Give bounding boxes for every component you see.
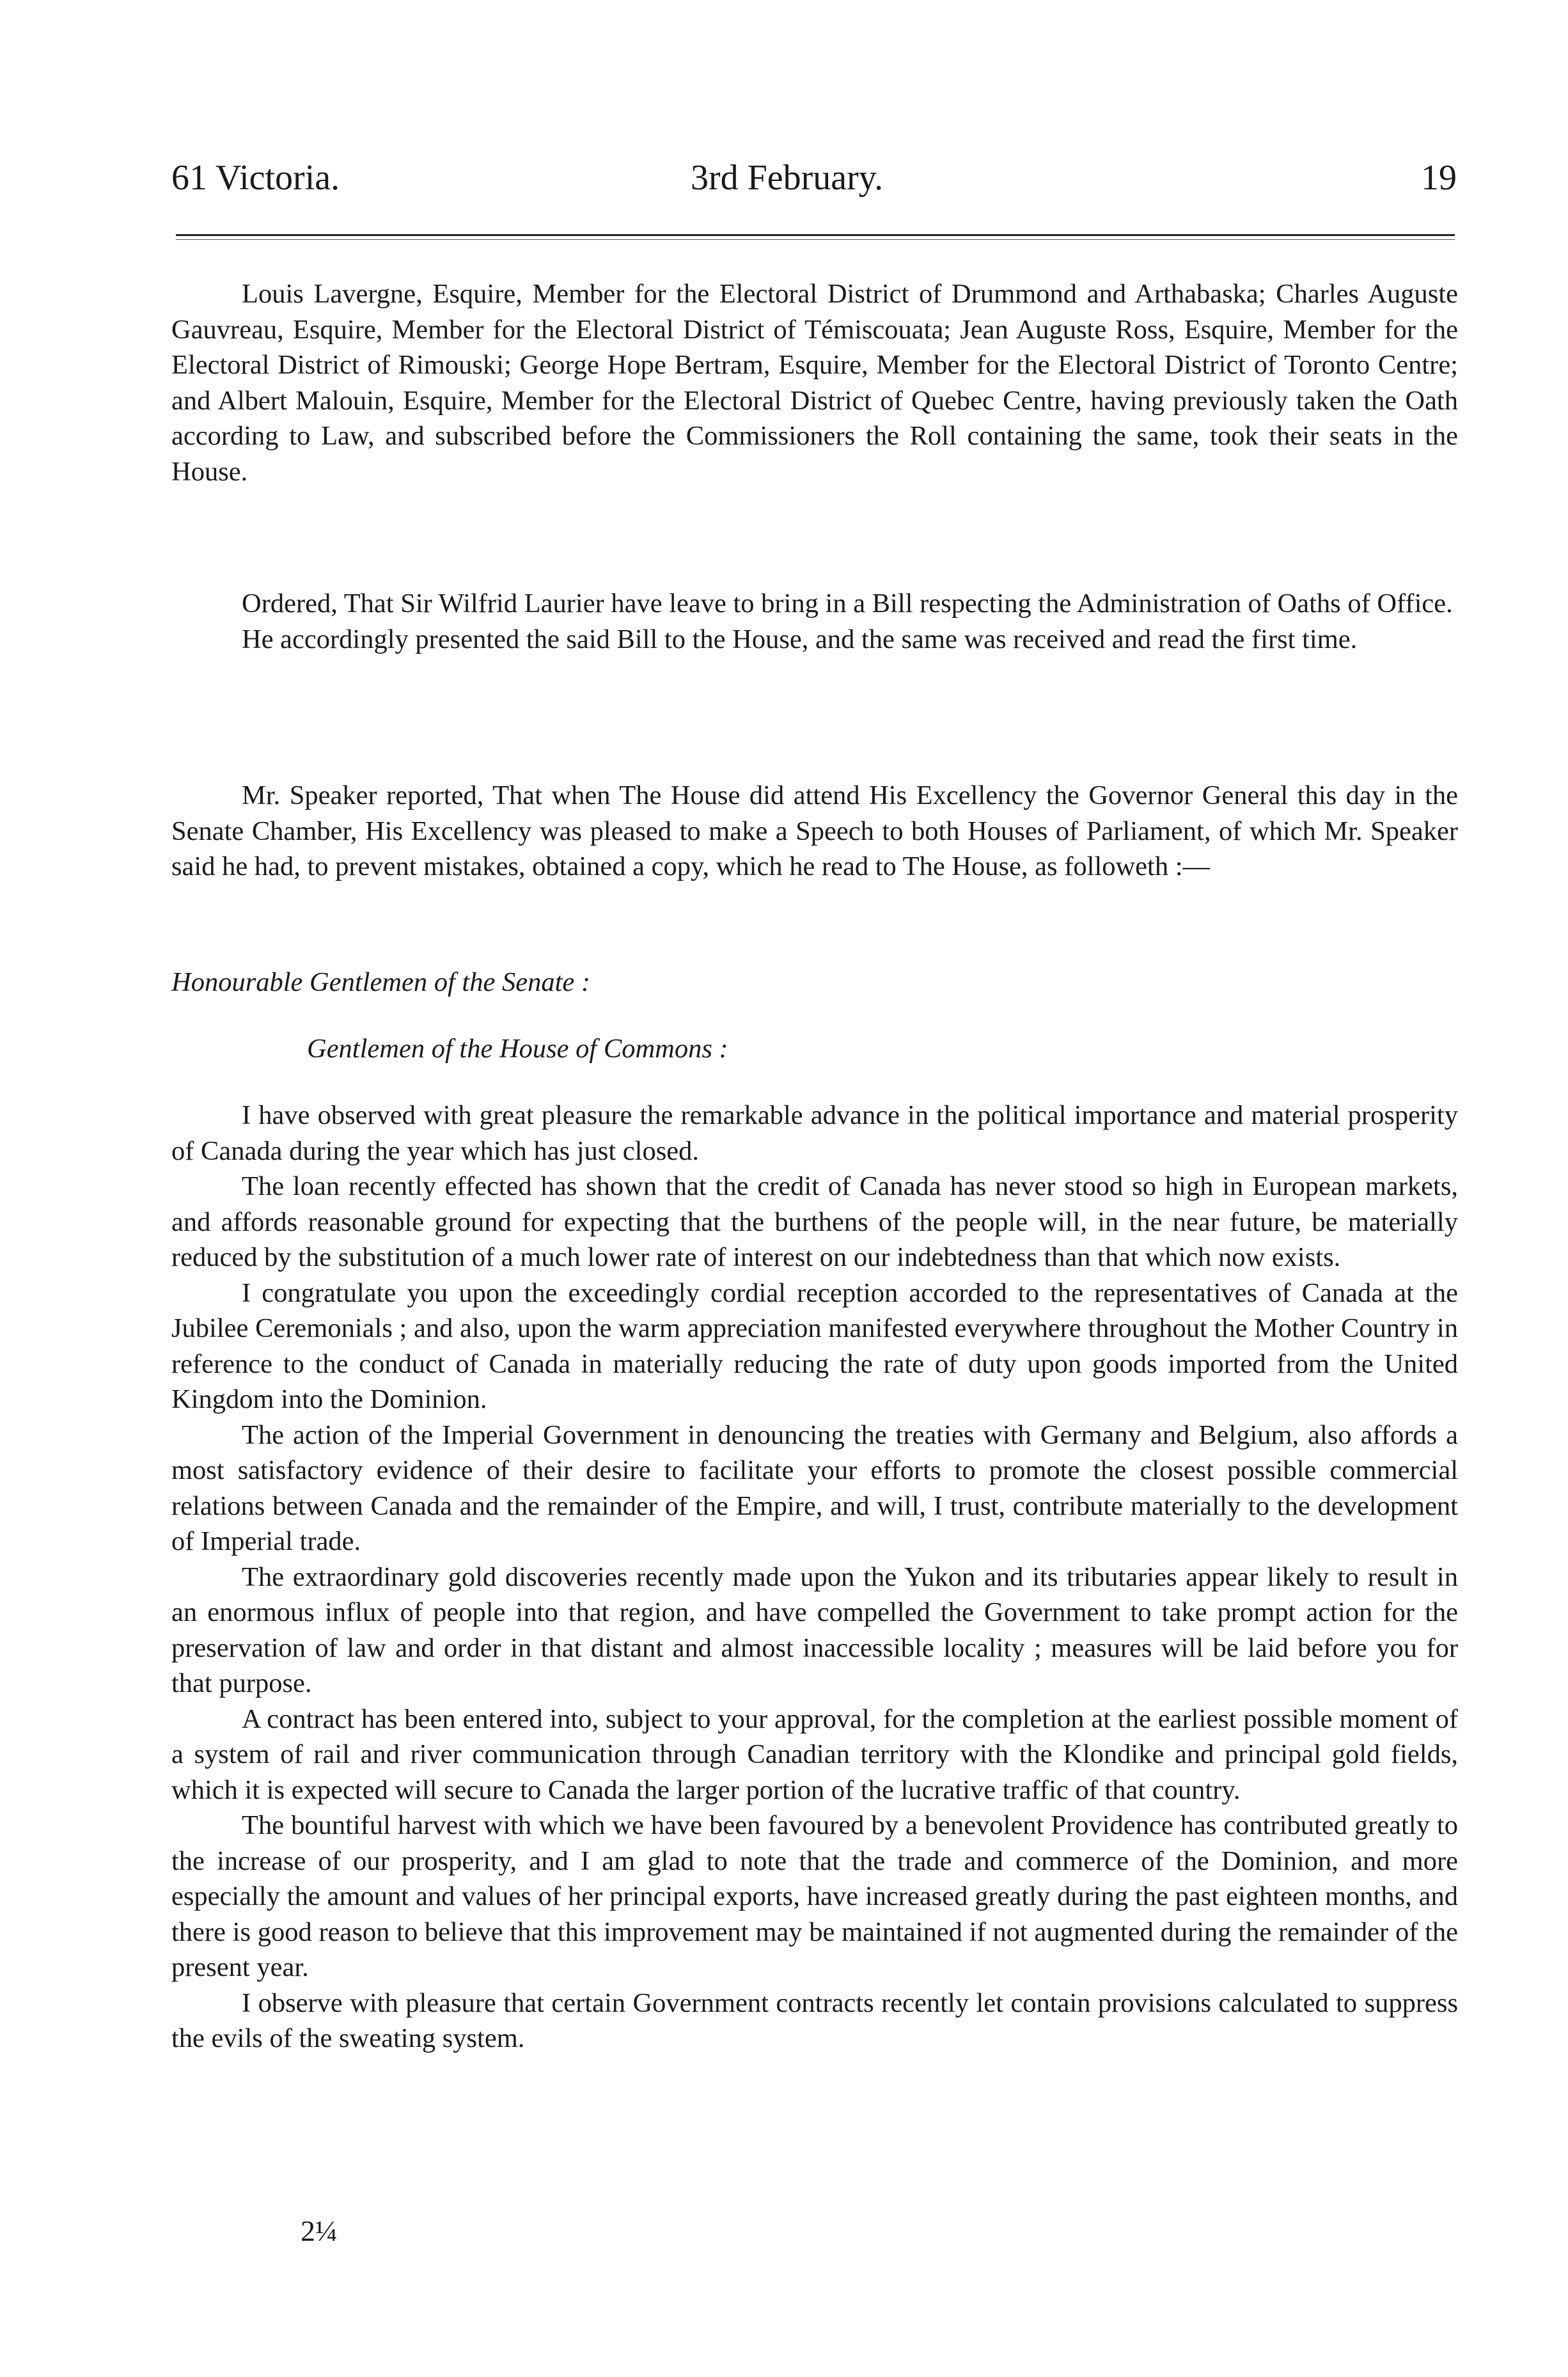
ordered-paragraph: Ordered, That Sir Wilfrid Laurier have leave to bring in a Bill respecting the Administration of Oaths of Office. <box>242 588 1453 619</box>
speech-paragraph: The extraordinary gold discoveries recently made upon the Yukon and its tributaries appear likely to result in an enormous influx of people into that region, and have compelled the Government to take prompt action for the preservation of law and order in that distant and almost inaccessible locality ; measures will be laid before you for that purpose. <box>171 1561 1458 1698</box>
page-number: 19 <box>1421 158 1457 198</box>
speech-paragraph: The action of the Imperial Government in denouncing the treaties with Germany and Belgium, also affords a most satisfactory evidence of their desire to facilitate your efforts to promote the closest possible commercial relations between Canada and the remainder of the Empire, and will, I trust, contribute materially to the development of Imperial trade. <box>171 1419 1458 1556</box>
signature-mark: 2¼ <box>301 2215 338 2247</box>
date-label: 3rd February. <box>691 158 884 198</box>
session-label: 61 Victoria. <box>171 158 340 198</box>
speech-paragraph: I congratulate you upon the exceedingly cordial reception accorded to the representatives of Canada at the Jubilee Ceremonials ; and also, upon the warm appreciation manifested everywhere throughout the Mother Country in reference to the conduct of Canada in materially reducing the rate of duty upon goods imported from the United Kingdom into the Dominion. <box>171 1277 1458 1414</box>
presented-paragraph: He accordingly presented the said Bill to the House, and the same was received and read the first time. <box>242 624 1358 654</box>
speaker-paragraph: Mr. Speaker reported, That when The House did attend His Excellency the Governor General this day in the Senate Chamber, His Excellency was pleased to make a Speech to both Houses of Parliament, of which Mr. Speaker said he had, to prevent mistakes, obtained a copy, which he read to The House, as followeth :— <box>171 780 1458 881</box>
page-header <box>171 152 1457 203</box>
header-rule-thin <box>176 239 1455 240</box>
speaker-section <box>171 778 1458 885</box>
speech-paragraph: I observe with pleasure that certain Government contracts recently let contain provisions calculated to suppress the evils of the sweating system. <box>171 1987 1458 2053</box>
bill-section <box>171 586 1458 657</box>
salutation-senate: Honourable Gentlemen of the Senate : <box>171 967 591 997</box>
oaths-section <box>171 276 1458 489</box>
speech-section <box>171 1098 1458 2057</box>
speech-paragraph: A contract has been entered into, subject to your approval, for the completion at the earliest possible moment of a system of rail and river communication through Canadian territory with the Klondike and principal gold fields, which it is expected will secure to Canada the larger portion of the lucrative traffic of that country. <box>171 1703 1458 1805</box>
header-rule <box>176 234 1455 236</box>
speech-paragraph: I have observed with great pleasure the remarkable advance in the political importance and material prosperity of Canada during the year which has just closed. <box>171 1100 1458 1166</box>
speech-paragraph: The bountiful harvest with which we have been favoured by a benevolent Providence has contributed greatly to the increase of our prosperity, and I am glad to note that the trade and commerce of the Dominion, and more especially the amount and values of her principal exports, have increased greatly during the past eighteen months, and there is good reason to believe that this improvement may be maintained if not augmented during the remainder of the present year. <box>171 1810 1458 1982</box>
speech-paragraph: The loan recently effected has shown that the credit of Canada has never stood so high in European markets, and affords reasonable ground for expecting that the burthens of the people will, in the near future, be materially reduced by the substitution of a much lower rate of interest on our indebtedness than that which now exists. <box>171 1171 1458 1272</box>
salutation-commons: Gentlemen of the House of Commons : <box>307 1034 728 1064</box>
oaths-paragraph: Louis Lavergne, Esquire, Member for the Electoral District of Drummond and Arthabaska; Charles Auguste Gauvreau, Esquire, Member for the Electoral District of Témiscouata; Jean Auguste Ross, Esquire, Member for the Electoral District of Rimouski; George Hope Bertram, Esquire, Member for the Electoral District of Toronto Centre; and Albert Malouin, Esquire, Member for the Electoral District of Quebec Centre, having previously taken the Oath according to Law, and subscribed before the Commissioners the Roll containing the same, took their seats in the House. <box>171 279 1458 487</box>
